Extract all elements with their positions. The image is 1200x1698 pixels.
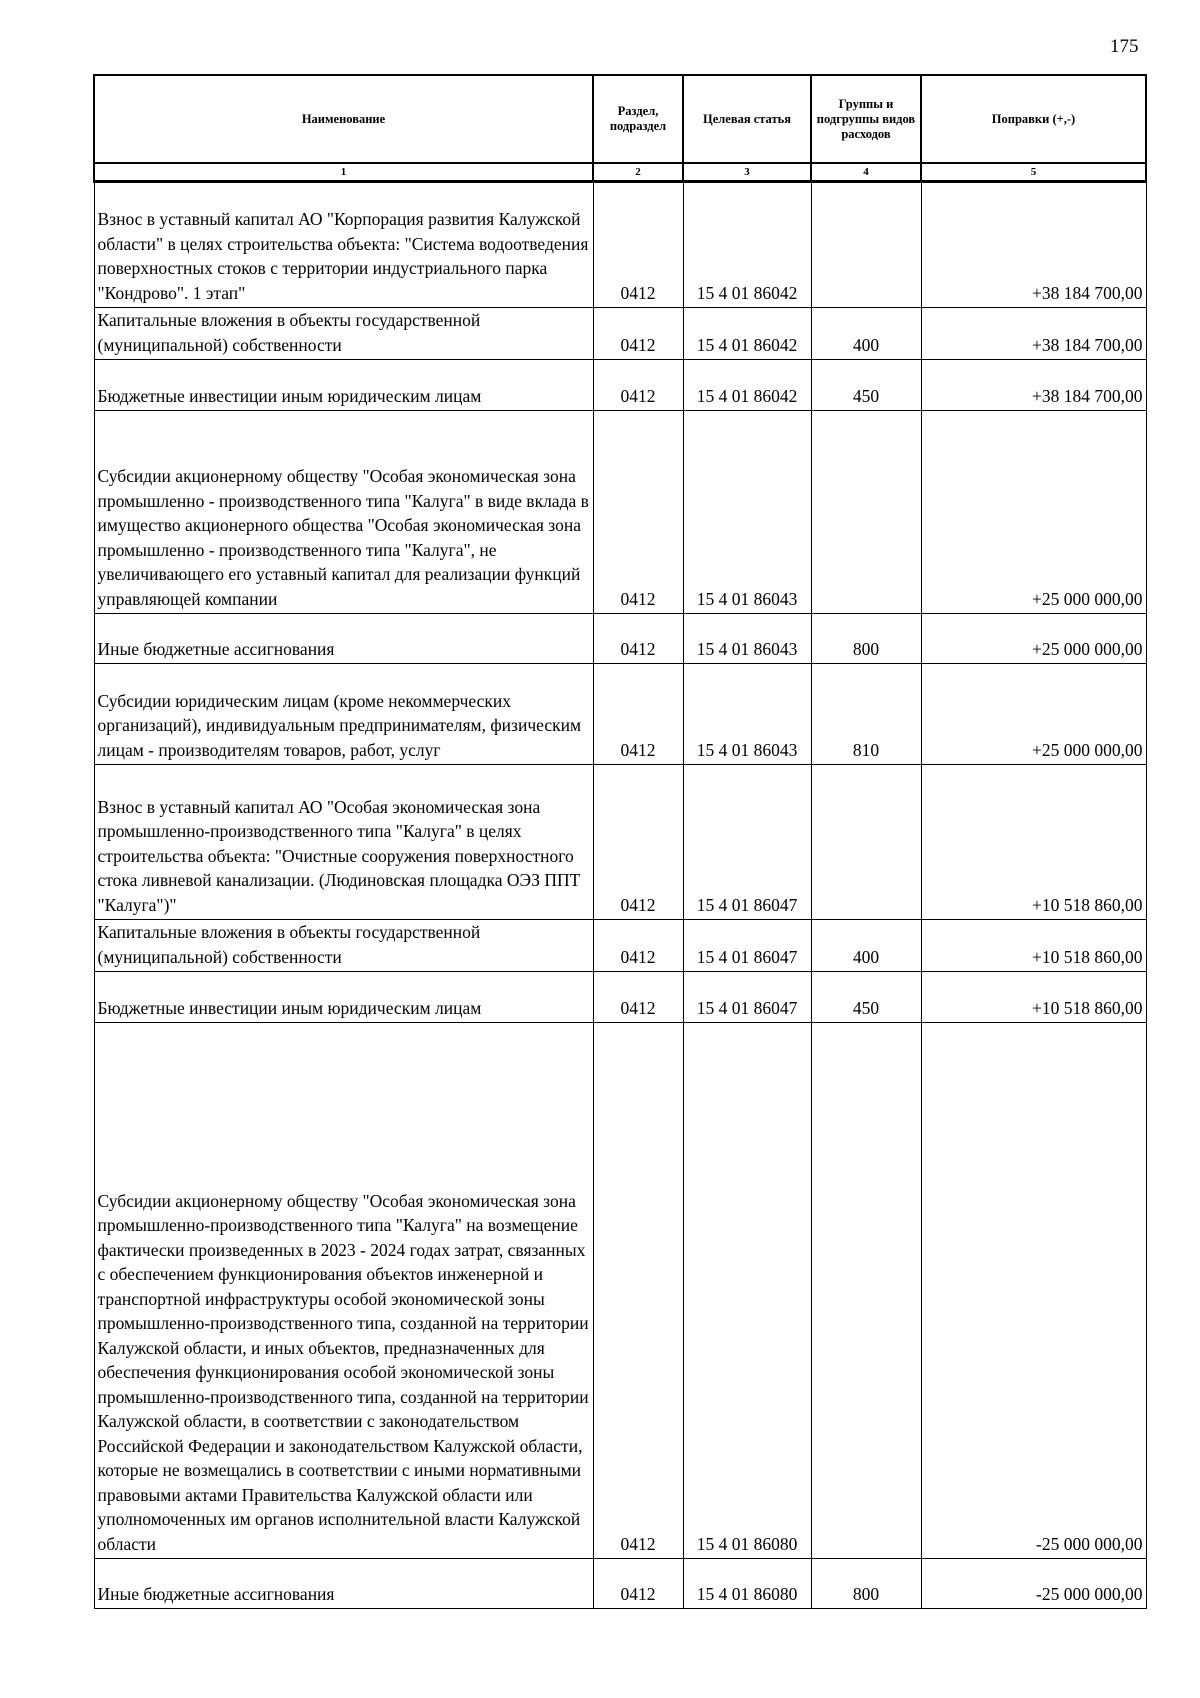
column-number: 3 — [683, 163, 811, 182]
column-number: 5 — [921, 163, 1146, 182]
row-target: 15 4 01 86080 — [683, 1559, 811, 1609]
row-section: 0412 — [593, 182, 683, 308]
row-group: 400 — [811, 308, 921, 360]
row-section: 0412 — [593, 360, 683, 411]
row-section: 0412 — [593, 614, 683, 664]
table-row — [94, 614, 1146, 664]
row-target: 15 4 01 86043 — [683, 411, 811, 614]
row-section: 0412 — [593, 765, 683, 920]
row-name: Субсидии юридическим лицам (кроме некоммерческих организаций), индивидуальным предпринимателям, физическим лицам - производителям товаров, работ, услуг — [94, 664, 593, 765]
table-row — [94, 1559, 1146, 1609]
column-header-section: Раздел, подраздел — [593, 75, 683, 163]
row-amount: -25 000 000,00 — [921, 1559, 1146, 1609]
row-group — [811, 765, 921, 920]
row-group: 400 — [811, 920, 921, 972]
row-group: 810 — [811, 664, 921, 765]
row-group: 800 — [811, 1559, 921, 1609]
row-name: Бюджетные инвестиции иным юридическим лицам — [94, 972, 593, 1023]
row-target: 15 4 01 86047 — [683, 972, 811, 1023]
row-name: Взнос в уставный капитал АО "Корпорация развития Калужской области" в целях строительства объекта: "Система водоотведения поверхностных стоков с территории индустриального парка "Кондрово". 1 этап" — [94, 182, 593, 308]
row-name: Капитальные вложения в объекты государственной (муниципальной) собственности — [94, 920, 593, 972]
column-number: 2 — [593, 163, 683, 182]
row-target: 15 4 01 86042 — [683, 182, 811, 308]
table-row — [94, 182, 1146, 308]
row-amount: +25 000 000,00 — [921, 664, 1146, 765]
row-name: Взнос в уставный капитал АО "Особая экономическая зона промышленно-производственного типа "Калуга" в целях строительства объекта: "Очистные сооружения поверхностного стока ливневой канализации. (Людиновская площадка ОЭЗ ППТ "Калуга")" — [94, 765, 593, 920]
row-section: 0412 — [593, 664, 683, 765]
row-name: Иные бюджетные ассигнования — [94, 614, 593, 664]
row-group — [811, 411, 921, 614]
row-section: 0412 — [593, 1559, 683, 1609]
column-header-amount: Поправки (+,-) — [921, 75, 1146, 163]
column-header-name: Наименование — [94, 75, 593, 163]
row-group — [811, 1023, 921, 1559]
row-amount: +38 184 700,00 — [921, 308, 1146, 360]
row-target: 15 4 01 86042 — [683, 360, 811, 411]
table-row — [94, 765, 1146, 920]
table-row — [94, 1023, 1146, 1559]
row-target: 15 4 01 86047 — [683, 920, 811, 972]
row-target: 15 4 01 86042 — [683, 308, 811, 360]
column-header-target: Целевая статья — [683, 75, 811, 163]
row-section: 0412 — [593, 411, 683, 614]
row-amount: +10 518 860,00 — [921, 972, 1146, 1023]
row-section: 0412 — [593, 308, 683, 360]
table-row — [94, 308, 1146, 360]
row-target: 15 4 01 86047 — [683, 765, 811, 920]
row-section: 0412 — [593, 972, 683, 1023]
row-name: Капитальные вложения в объекты государственной (муниципальной) собственности — [94, 308, 593, 360]
row-section: 0412 — [593, 1023, 683, 1559]
row-target: 15 4 01 86043 — [683, 614, 811, 664]
row-target: 15 4 01 86043 — [683, 664, 811, 765]
column-number-row — [94, 163, 1146, 182]
row-target: 15 4 01 86080 — [683, 1023, 811, 1559]
row-amount: -25 000 000,00 — [921, 1023, 1146, 1559]
row-amount: +38 184 700,00 — [921, 360, 1146, 411]
row-group — [811, 182, 921, 308]
table-row — [94, 664, 1146, 765]
page-number: 175 — [1110, 36, 1139, 57]
row-section: 0412 — [593, 920, 683, 972]
row-amount: +25 000 000,00 — [921, 614, 1146, 664]
column-number: 1 — [94, 163, 593, 182]
table-header-row — [94, 75, 1146, 163]
row-name: Субсидии акционерному обществу "Особая экономическая зона промышленно-производственного типа "Калуга" на возмещение фактически произведенных в 2023 - 2024 годах затрат, связанных с обеспечением функционирования объектов инженерной и транспортной инфраструктуры особой экономической зоны промышленно-производственного типа, созданной на территории Калужской области, и иных объектов, предназначенных для обеспечения функционирования особой экономической зоны промышленно-производственного типа, созданной на территории Калужской области, в соответствии с законодательством Российской Федерации и законодательством Калужской области, которые не возмещались в соответствии с иными нормативными правовыми актами Правительства Калужской области или уполномоченных им органов исполнительной власти Калужской области — [94, 1023, 593, 1559]
column-header-group: Группы и подгруппы видов расходов — [811, 75, 921, 163]
table-row — [94, 920, 1146, 972]
row-amount: +10 518 860,00 — [921, 920, 1146, 972]
row-name: Субсидии акционерному обществу "Особая экономическая зона промышленно - производственного типа "Калуга" в виде вклада в имущество акционерного общества "Особая экономическая зона промышленно - производственного типа "Калуга", не увеличивающего его уставный капитал для реализации функций управляющей компании — [94, 411, 593, 614]
row-group: 450 — [811, 360, 921, 411]
table-row — [94, 360, 1146, 411]
table-row — [94, 972, 1146, 1023]
row-amount: +38 184 700,00 — [921, 182, 1146, 308]
row-name: Бюджетные инвестиции иным юридическим лицам — [94, 360, 593, 411]
budget-amendments-table — [93, 74, 1147, 1609]
row-group: 450 — [811, 972, 921, 1023]
row-name: Иные бюджетные ассигнования — [94, 1559, 593, 1609]
row-group: 800 — [811, 614, 921, 664]
column-number: 4 — [811, 163, 921, 182]
table-row — [94, 411, 1146, 614]
row-amount: +10 518 860,00 — [921, 765, 1146, 920]
row-amount: +25 000 000,00 — [921, 411, 1146, 614]
